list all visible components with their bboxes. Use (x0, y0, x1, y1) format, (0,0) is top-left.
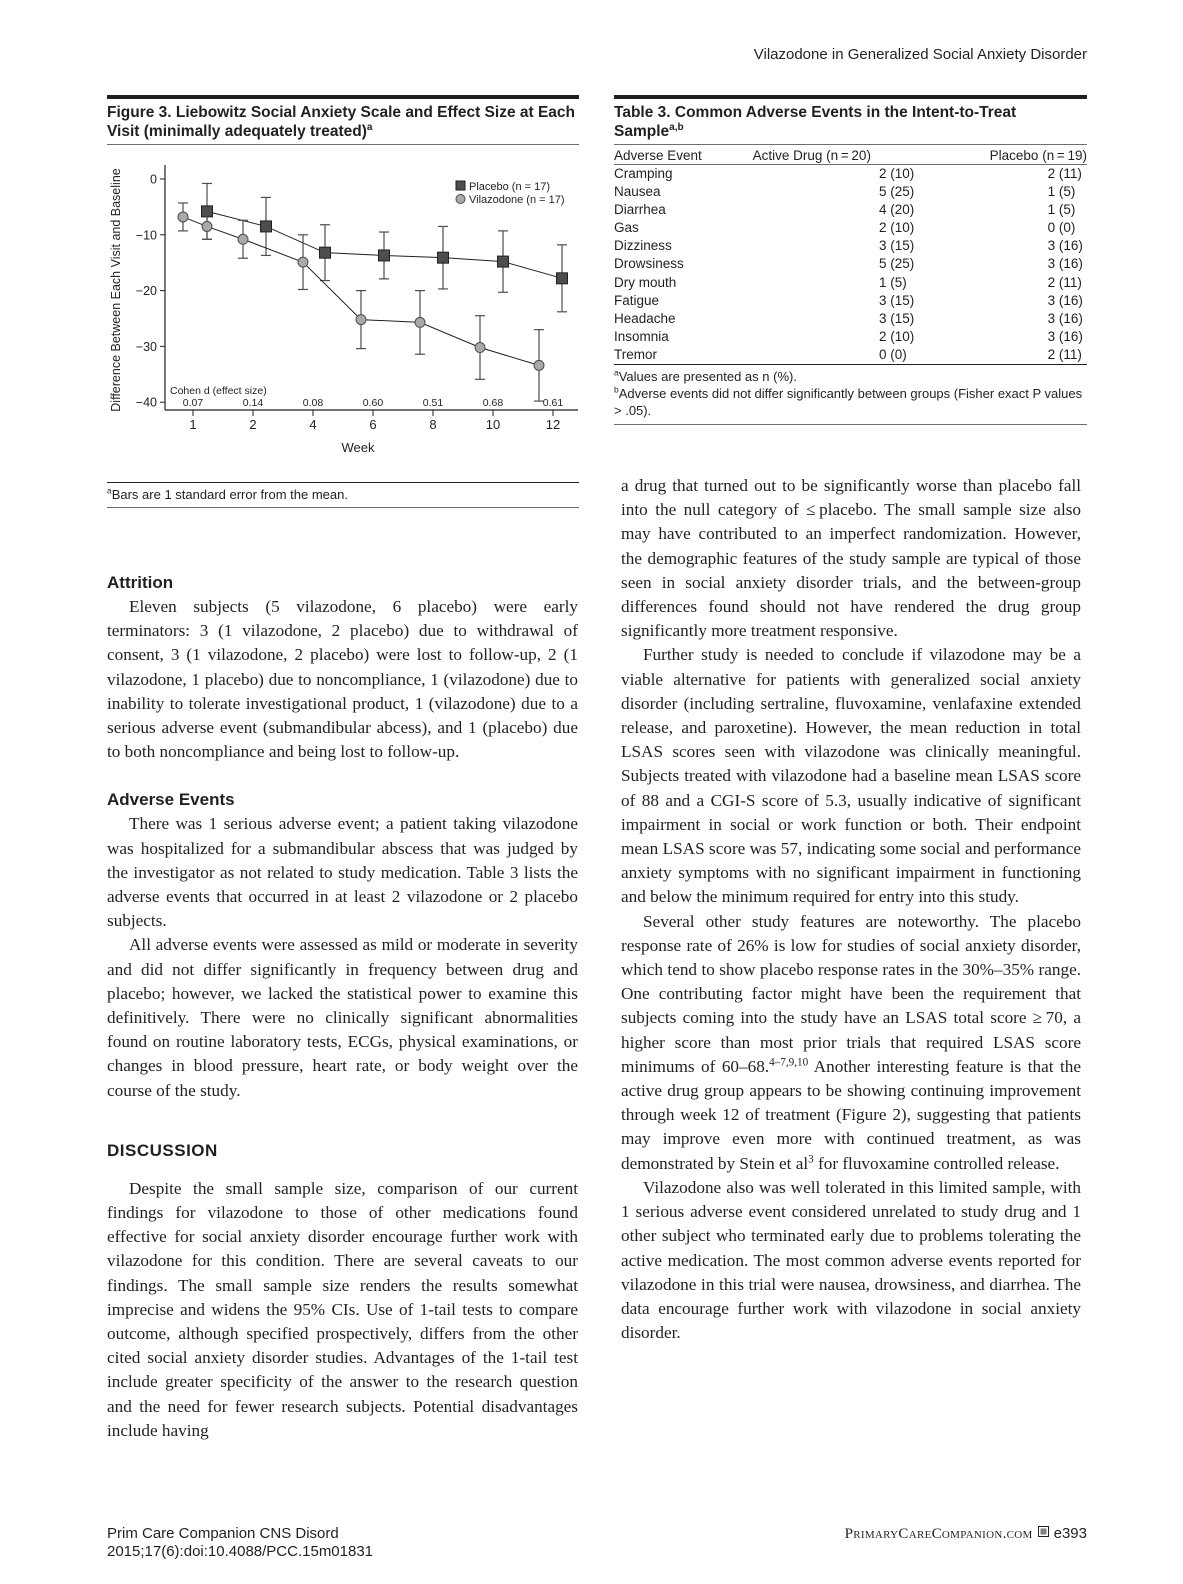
active-cell: 2 (10) (879, 328, 915, 344)
effect-size-label: 0.14 (242, 397, 264, 409)
effect-size-label: 0.61 (542, 397, 564, 409)
discussion-paragraph-3: Several other study features are noteworthy. The placebo response rate of 26% is low for studies of social anxiety disorder, which tend to show placebo response rates in the 30%–35% range. One contributing factor might have been the requirement that subjects coming into the study have an LSAS total score ≥ 70, a higher score than most prior trials that required LSAS score minimums of 60–68.$^{4-7,9,10}$ Another interesting feature is that the active drug group appears to be showing continuing improvement through week 12 of treatment (Figure 2), suggesting that patients may improve even more with continued treatment, as was demonstrated by Stein et $al^3$ for fluvoxamine controlled release. (621, 911, 1081, 1173)
placebo-cell: 3 (16) (1047, 328, 1083, 344)
page-number: e393 (1053, 1525, 1087, 1542)
active-cell: 0 (0) (879, 346, 907, 362)
active-cell: 4 (20) (879, 202, 915, 218)
event-cell: Tremor (614, 346, 657, 362)
event-cell: Gas (614, 220, 639, 236)
table-row (614, 183, 1087, 201)
vilazodone-marker (178, 212, 188, 222)
effect-size-label: 0.68 (482, 397, 504, 409)
adverse-events-table (614, 145, 1087, 364)
active-cell: 5 (25) (879, 184, 915, 200)
placebo-cell: 3 (16) (1047, 256, 1083, 272)
discussion-paragraph-2: Further study is needed to conclude if vilazodone may be a viable alternative for patients with generalized social anxiety disorder (including sertraline, fluvoxamine, venlafaxine extended release, and paroxetine). However, the mean reduction in total LSAS scores seen with vilazodone was clinically meaningful. Subjects treated with vilazodone had a baseline mean LSAS score of 88 and a CGI-S score of 5.3, usually indicative of significant impairment in social or work function or both. Their endpoint mean LSAS score was 57, indicating some social and performance anxiety symptoms with no significant impairment in functioning and below the minimum required for entry into this study. (621, 645, 1081, 907)
event-cell: Dizziness (614, 238, 672, 254)
table-row (614, 328, 1087, 346)
event-cell: Cramping (614, 166, 673, 181)
footer-citation (107, 1525, 373, 1561)
figure-3 (107, 95, 579, 490)
x-tick-label: 12 (545, 417, 561, 432)
table-bottom-rule (614, 424, 1087, 425)
x-tick-label: 1 (189, 417, 197, 432)
effect-size-label: 0.60 (362, 397, 384, 409)
effect-size-label: 0.51 (422, 397, 444, 409)
table-row (614, 274, 1087, 292)
line-chart (107, 145, 579, 490)
placebo-cell: 2 (11) (1047, 274, 1082, 290)
y-tick-label: −40 (135, 395, 157, 410)
table-row (614, 310, 1087, 328)
doi: 2015;17(6):doi:10.4088/PCC.15m01831 (107, 1543, 374, 1560)
y-tick-label: −30 (135, 339, 157, 354)
table-header-row (614, 145, 1087, 165)
table-row (614, 255, 1087, 273)
vilazodone-marker (202, 221, 212, 231)
placebo-marker (557, 273, 568, 284)
discussion-paragraph-1: Despite the small sample size, comparison of our current findings for vilazodone to those of other medications found effective for social anxiety disorder encourage further work with vilazodone for this condition. There are several caveats to our findings. The small sample size renders the results somewhat imprecise and widens the 95% CIs. Use of 1-tail tests to compare outcome, although specified prospectively, differs from the other cited social anxiety disorder studies. Advantages of the 1-tail test include greater specificity of the answer to the research question and the need for fewer research subjects. Potential disadvantages include having (107, 1178, 578, 1440)
col-header-active: Active Drug (n = 20) (704, 145, 920, 165)
placebo-cell: 1 (5) (1047, 184, 1076, 200)
x-tick-label: 6 (369, 417, 377, 432)
figure-footnote: $^a$Bars are 1 standard error from the mean. (107, 485, 348, 502)
placebo-cell: 3 (16) (1047, 310, 1083, 326)
table-footnotes (614, 364, 1087, 419)
vilazodone-marker (475, 343, 485, 353)
event-cell: Diarrhea (614, 202, 666, 218)
legend-placebo: Placebo (n = 17) (469, 181, 551, 193)
active-cell: 1 (5) (879, 274, 907, 290)
placebo-cell: 2 (11) (1047, 166, 1082, 181)
y-tick-label: 0 (150, 172, 157, 187)
discussion-paragraph-4: Vilazodone also was well tolerated in this limited sample, with 1 serious adverse event considered unrelated to study drug and 1 other subject who terminated early due to problems tolerating the active medication. The most common adverse events reported for vilazodone in this trial were nausea, drowsiness, and diarrhea. The data encourage further work with vilazodone in social anxiety disorder. (621, 1177, 1081, 1343)
square-bullet-icon (1038, 1526, 1049, 1537)
chart-svg (100, 145, 580, 490)
adverse-paragraph-1: There was 1 serious adverse event; a patient taking vilazodone was hospitalized for a submandibular abscess that was judged by the investigator as not related to study medication. Table 3 lists the adverse events that occurred in at least 2 vilazodone or 2 placebo subjects. (107, 814, 578, 931)
effect-size-label: 0.07 (182, 397, 204, 409)
citation-ref: 4–7,9,10 (769, 1056, 809, 1069)
placebo-marker (438, 252, 449, 263)
placebo-cell: 1 (5) (1047, 202, 1076, 218)
x-tick-label: 4 (309, 417, 317, 432)
col-header-placebo: Placebo (n = 19) (920, 145, 1087, 165)
vilazodone-marker (298, 257, 308, 267)
table-footnote-a: $^a$Values are presented as n (%). (614, 367, 797, 385)
x-tick-label: 2 (249, 417, 257, 432)
placebo-cell: 3 (16) (1047, 238, 1083, 254)
legend-vilazodone: Vilazodone (n = 17) (469, 194, 565, 206)
event-cell: Headache (614, 310, 676, 326)
figure-title: Figure 3. Liebowitz Social Anxiety Scale and Effect Size at Each Visit (minimally adequately treated)$^a$ (107, 104, 576, 140)
active-cell: 2 (10) (879, 166, 915, 181)
event-cell: Insomnia (614, 328, 669, 344)
footer-site (845, 1525, 1087, 1543)
right-column (621, 474, 1081, 1345)
x-axis-label: Week (341, 440, 375, 455)
effect-size-label: 0.08 (302, 397, 324, 409)
figure-top-rule (107, 95, 579, 99)
y-tick-label: −20 (135, 284, 157, 299)
col-header-event: Adverse Event (614, 145, 704, 165)
journal-name: Prim Care Companion CNS Disord (107, 1525, 339, 1542)
table-row (614, 346, 1087, 364)
placebo-cell: 0 (0) (1047, 220, 1076, 236)
placebo-marker (261, 221, 272, 232)
event-cell: Dry mouth (614, 274, 677, 290)
event-cell: Drowsiness (614, 256, 684, 272)
x-tick-label: 8 (429, 417, 437, 432)
table-row (614, 201, 1087, 219)
discussion-continued: a drug that turned out to be significantly worse than placebo fall into the null category of ≤ placebo. The small sample size also may have contributed to an imperfect randomization. However, the demographic features of the study sample are typical of those seen in social anxiety disorder trials, and the between-group differences found should not have rendered the drug group significantly more treatment responsive. (621, 476, 1081, 641)
site-link[interactable]: PrimaryCareCompanion.com (844, 1526, 1033, 1542)
vilazodone-marker (415, 317, 425, 327)
legend-circle-icon (456, 195, 465, 204)
placebo-marker (379, 250, 390, 261)
attrition-paragraph: Eleven subjects (5 vilazodone, 6 placebo) were early terminators: 3 (1 vilazodone, 2 placebo) due to withdrawal of consent, 3 (1 vilazodone, 2 placebo) were lost to follow-up, 2 (1 vilazodone, 1 placebo) due to noncompliance, 1 (vilazodone) due to inability to tolerate investigational product, 1 (vilazodone) due to a serious adverse event (submandibular abcess), and 1 (placebo) due to both noncompliance and being lost to follow-up. (107, 597, 578, 762)
placebo-marker (498, 256, 509, 267)
active-cell: 2 (10) (879, 220, 915, 236)
table-row (614, 292, 1087, 310)
table-row (614, 219, 1087, 237)
attrition-heading: Attrition (107, 573, 174, 592)
active-cell: 3 (15) (879, 238, 915, 254)
placebo-marker (320, 247, 331, 258)
vilazodone-marker (534, 360, 544, 370)
vilazodone-marker (356, 315, 366, 325)
table-3 (614, 95, 1087, 425)
table-title: Table 3. Common Adverse Events in the Intent-to-Treat Sample$^{a,b}$ (614, 104, 1017, 140)
vilazodone-marker (238, 234, 248, 244)
active-cell: 3 (15) (879, 292, 915, 308)
placebo-cell: 3 (16) (1047, 292, 1083, 308)
x-tick-label: 10 (485, 417, 501, 432)
active-cell: 5 (25) (879, 256, 915, 272)
y-axis-label: Difference Between Each Visit and Baseline (109, 168, 123, 412)
figure-footnote-rule (107, 482, 579, 483)
event-cell: Fatigue (614, 292, 660, 308)
active-cell: 3 (15) (879, 310, 915, 326)
table-footnote-b: $^b$Adverse events did not differ significantly between groups (Fisher exact P values > .05). (614, 384, 1083, 419)
citation-ref: 3 (808, 1152, 814, 1165)
placebo-cell: 2 (11) (1047, 346, 1082, 362)
adverse-paragraph-2: All adverse events were assessed as mild or moderate in severity and did not differ significantly in frequency between drug and placebo; however, we lacked the statistical power to examine this definitively. There were no clinically significant abnormalities found on routine laboratory tests, ECGs, physical examinations, or changes in blood pressure, heart rate, or body weight over the course of the study. (107, 935, 578, 1100)
table-top-rule (614, 95, 1087, 99)
running-head: Vilazodone in Generalized Social Anxiety Disorder (753, 46, 1087, 63)
table-row (614, 165, 1087, 184)
adverse-events-heading: Adverse Events (107, 790, 235, 810)
y-tick-label: −10 (135, 228, 157, 243)
table-row (614, 237, 1087, 255)
left-column (107, 571, 578, 1443)
discussion-heading: DISCUSSION (107, 1140, 218, 1160)
figure-bottom-rule (107, 507, 579, 508)
effect-size-annotation: Cohen d (effect size) (170, 385, 267, 397)
legend-square-icon (456, 181, 465, 190)
event-cell: Nausea (614, 184, 661, 200)
